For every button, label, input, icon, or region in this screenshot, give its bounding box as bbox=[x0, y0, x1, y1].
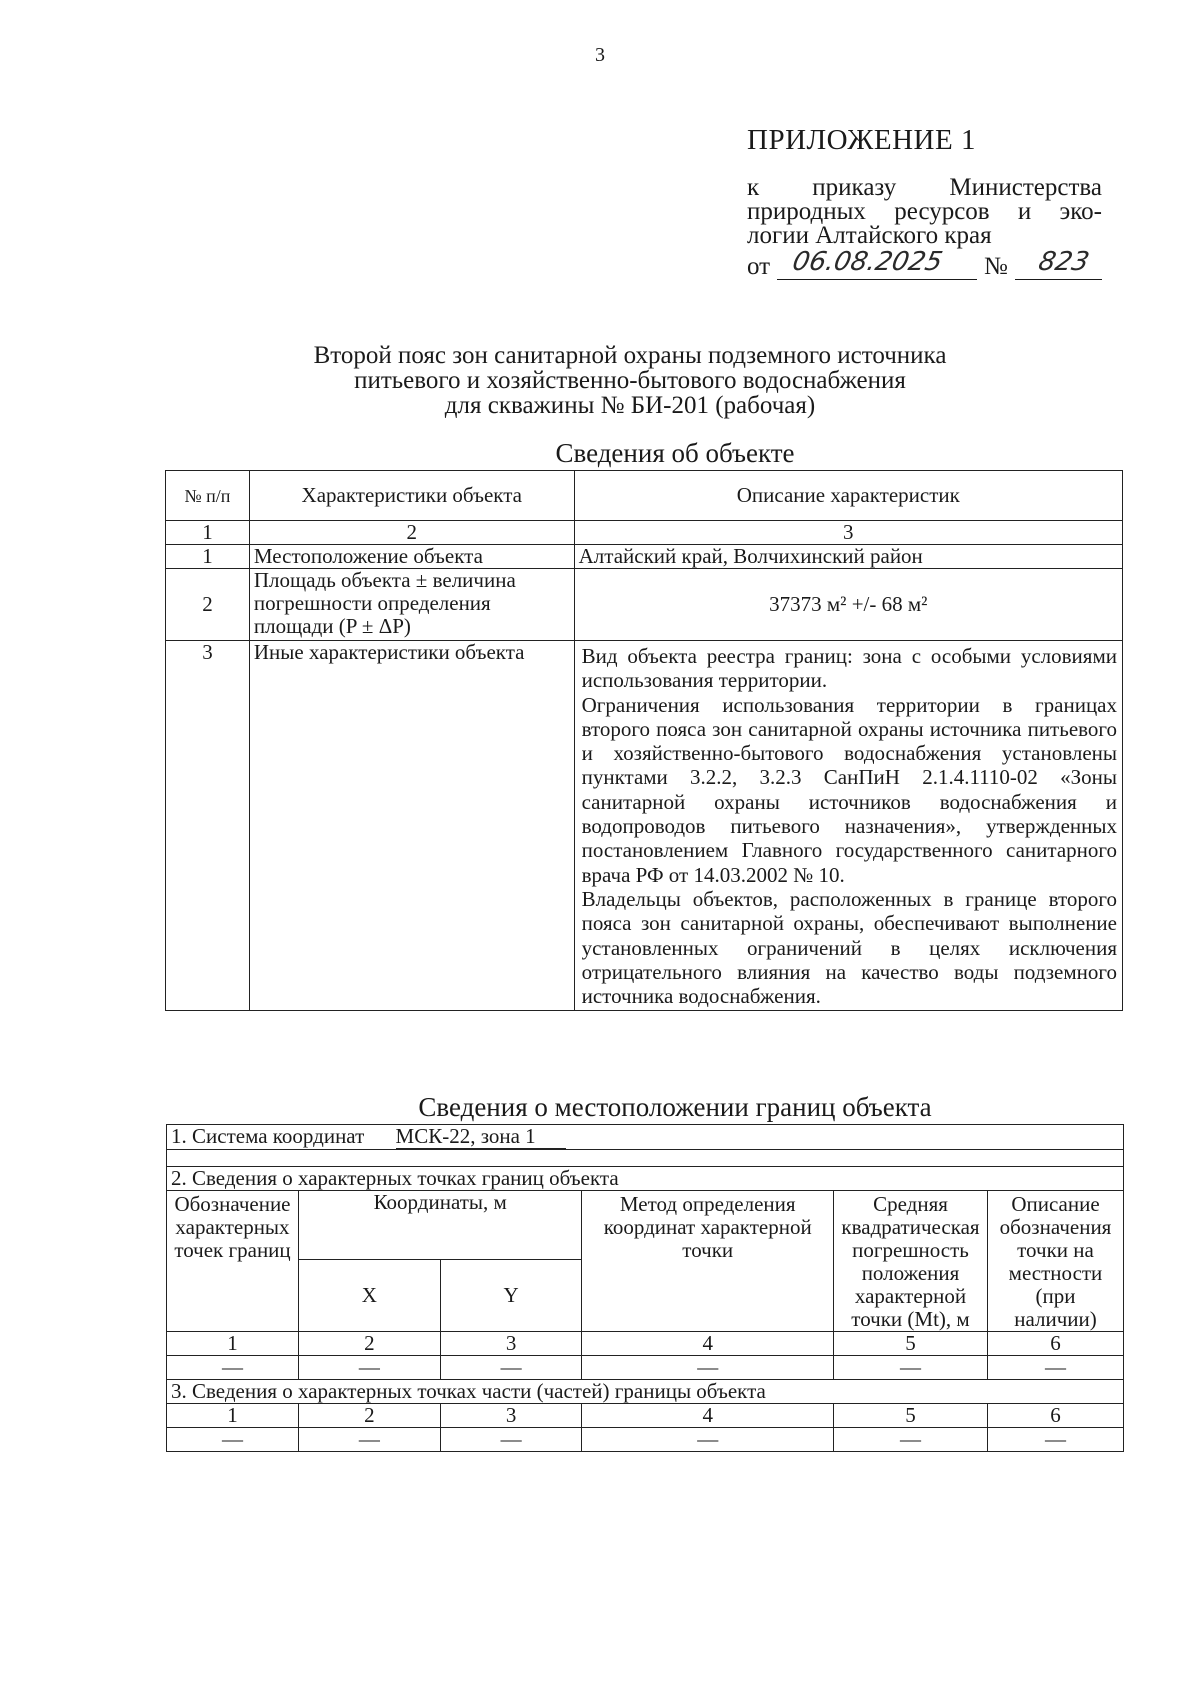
column-number-row bbox=[167, 1404, 1124, 1428]
header-x: X bbox=[298, 1260, 440, 1332]
row-num: 3 bbox=[166, 641, 250, 1011]
row-num: 2 bbox=[166, 569, 250, 641]
header-num: № п/п bbox=[166, 471, 250, 521]
table-row bbox=[167, 1356, 1124, 1380]
title-line: Второй пояс зон санитарной охраны подземного источника bbox=[313, 342, 947, 369]
col-number: 1 bbox=[167, 1332, 299, 1356]
date-label: от bbox=[747, 253, 771, 280]
description-paragraph: Вид объекта реестра границ: зона с особыми условиями использования территории. bbox=[581, 644, 1117, 693]
header-method: Метод определения координат характерной точки bbox=[582, 1191, 834, 1332]
appendix-line: природных ресурсов и эко- bbox=[747, 198, 1102, 225]
location-info-title: Сведения о местоположении границ объекта bbox=[418, 1092, 932, 1122]
empty-cell: — bbox=[834, 1428, 988, 1452]
empty-cell: — bbox=[298, 1428, 440, 1452]
empty-cell: — bbox=[167, 1428, 299, 1452]
handwritten-date: 06.08.2025 bbox=[789, 247, 946, 277]
description-paragraph: Владельцы объектов, расположенных в границе второго пояса зон санитарной охраны, обеспечивают выполнение установленных ограничений в целях исключения отрицательного влияния на качество воды подземного источника водоснабжения. bbox=[581, 886, 1117, 1009]
parts-section-label: 3. Сведения о характерных точках части (частей) границы объекта bbox=[167, 1380, 1124, 1404]
col-number: 3 bbox=[440, 1332, 582, 1356]
column-number-row bbox=[166, 521, 1123, 545]
number-underline bbox=[1015, 279, 1102, 280]
order-date-number bbox=[747, 247, 1102, 283]
col-number: 6 bbox=[987, 1404, 1123, 1428]
handwritten-number: 823 bbox=[1035, 247, 1092, 277]
object-info-title: Сведения об объекте bbox=[555, 438, 795, 468]
col-number: 5 bbox=[834, 1404, 988, 1428]
appendix-reference bbox=[747, 176, 1102, 248]
header-y: Y bbox=[440, 1260, 582, 1332]
col-number: 6 bbox=[987, 1332, 1123, 1356]
table-row bbox=[167, 1428, 1124, 1452]
points-header-row bbox=[167, 1191, 1124, 1260]
empty-cell: — bbox=[987, 1428, 1123, 1452]
col-number: 2 bbox=[298, 1404, 440, 1428]
points-section-row bbox=[167, 1167, 1124, 1191]
empty-cell: — bbox=[440, 1428, 582, 1452]
column-number-row bbox=[167, 1332, 1124, 1356]
row-characteristic: Иные характеристики объекта bbox=[249, 641, 574, 1011]
row-description: 37373 м² +/- 68 м² bbox=[574, 569, 1122, 641]
spacer-row bbox=[167, 1150, 1124, 1167]
table-header-row bbox=[166, 471, 1123, 521]
empty-cell: — bbox=[167, 1356, 299, 1380]
object-info-table bbox=[165, 470, 1123, 1011]
table-row bbox=[166, 569, 1123, 641]
header-designation: Обозначение характерных точек границ bbox=[167, 1191, 299, 1332]
empty-cell: — bbox=[582, 1356, 834, 1380]
parts-section-row bbox=[167, 1380, 1124, 1404]
empty-cell: — bbox=[987, 1356, 1123, 1380]
number-label: № bbox=[984, 253, 1008, 280]
col-number: 1 bbox=[166, 521, 250, 545]
empty-cell: — bbox=[834, 1356, 988, 1380]
points-section-label: 2. Сведения о характерных точках границ объекта bbox=[167, 1167, 1124, 1191]
document-title bbox=[180, 343, 1080, 418]
location-info-table bbox=[166, 1124, 1124, 1452]
header-characteristic: Характеристики объекта bbox=[249, 471, 574, 521]
title-line: для скважины № БИ-201 (рабочая) bbox=[444, 392, 816, 419]
empty-cell: — bbox=[582, 1428, 834, 1452]
coordinate-system-label: 1. Система координат bbox=[171, 1124, 365, 1148]
coordinate-system-row bbox=[167, 1125, 1124, 1150]
header-point-description: Описание обозначения точки на местности (при наличии) bbox=[987, 1191, 1123, 1332]
appendix-line: к приказу Министерства bbox=[747, 174, 1102, 201]
row-characteristic: Площадь объекта ± величина погрешности определения площади (P ± ΔP) bbox=[249, 569, 574, 641]
col-number: 4 bbox=[582, 1404, 834, 1428]
header-mean-error: Средняя квадратическая погрешность положения характерной точки (Mt), м bbox=[834, 1191, 988, 1332]
col-number: 3 bbox=[440, 1404, 582, 1428]
title-line: питьевого и хозяйственно-бытового водоснабжения bbox=[354, 367, 906, 394]
description-paragraph: Ограничения использования территории в границах второго пояса зон санитарной охраны источника питьевого и хозяйственно-бытового водоснабжения установлены пунктами 3.2.2, 3.2.3 СанПиН 2.1.4.1110-02 «Зоны санитарной охраны источников водоснабжения и водопроводов питьевого назначения», утвержденных постановлением Главного государственного санитарного врача РФ от 14.03.2002 № 10. bbox=[581, 692, 1117, 887]
col-number: 4 bbox=[582, 1332, 834, 1356]
row-characteristic: Местоположение объекта bbox=[249, 545, 574, 569]
col-number: 2 bbox=[249, 521, 574, 545]
col-number: 5 bbox=[834, 1332, 988, 1356]
header-description: Описание характеристик bbox=[574, 471, 1122, 521]
col-number: 1 bbox=[167, 1404, 299, 1428]
header-coordinates: Координаты, м bbox=[298, 1191, 581, 1260]
empty-cell: — bbox=[440, 1356, 582, 1380]
empty-cell: — bbox=[298, 1356, 440, 1380]
table-row bbox=[166, 641, 1123, 1011]
row-num: 1 bbox=[166, 545, 250, 569]
coordinate-system-value: МСК-22, зона 1 bbox=[396, 1125, 566, 1149]
col-number: 3 bbox=[574, 521, 1122, 545]
appendix-line: логии Алтайского края bbox=[747, 222, 992, 249]
date-underline bbox=[777, 279, 977, 280]
row-description: Алтайский край, Волчихинский район bbox=[574, 545, 1122, 569]
page-number: 3 bbox=[595, 44, 605, 66]
col-number: 2 bbox=[298, 1332, 440, 1356]
appendix-title: ПРИЛОЖЕНИЕ 1 bbox=[747, 124, 976, 156]
row-description bbox=[574, 641, 1122, 1011]
table-row bbox=[166, 545, 1123, 569]
